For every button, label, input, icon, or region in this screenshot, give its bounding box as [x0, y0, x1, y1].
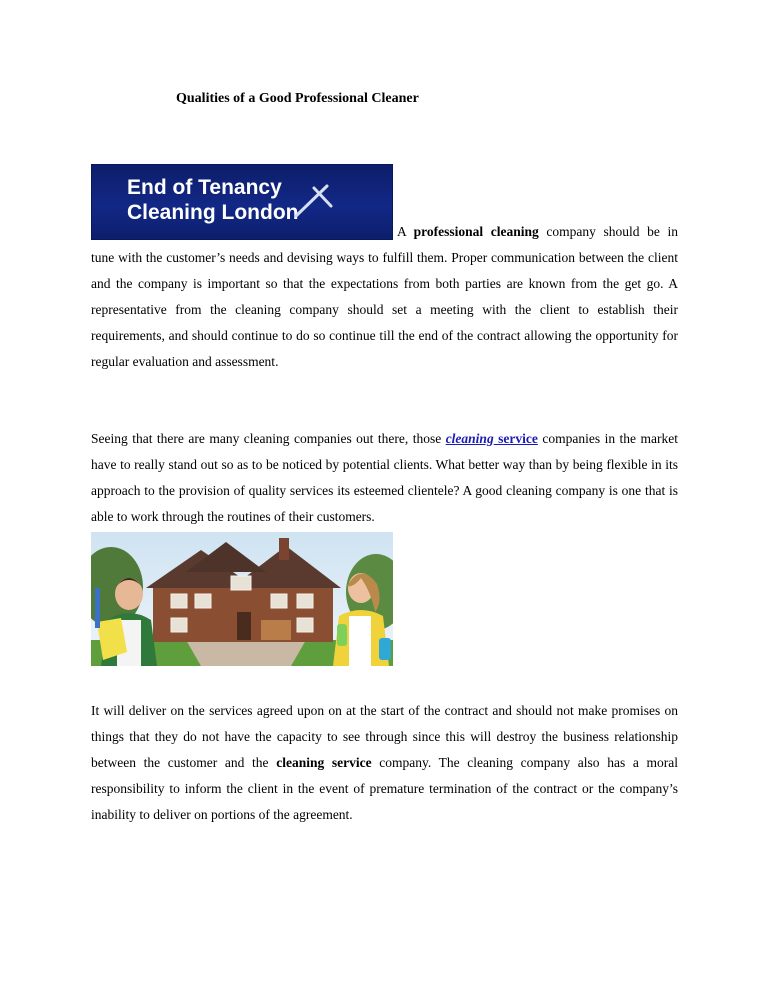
logo-line-2: Cleaning London [127, 201, 299, 224]
company-logo-wrapper [91, 160, 393, 236]
paragraph-1: End of Tenancy Cleaning London A professional cleaning company should be in tune with the customer’s needs and devising ways to fulfill them. Proper communication between the client and the company is important so that the expectations from both parties are known from the get go. A representative from the cleaning company should set a meeting with the client to establish their requirements, and should continue to do so continue till the end of the contract allowing the opportunity for regular evaluation and assessment. [91, 160, 678, 375]
house-cleaners-photo [91, 532, 393, 666]
logo-line-1: End of Tenancy [127, 176, 282, 199]
bold-term: cleaning service [276, 755, 372, 770]
page-title: Qualities of a Good Professional Cleaner [176, 91, 419, 106]
squeegee-icon [296, 186, 331, 216]
company-logo [91, 164, 393, 240]
paragraph-3: It will deliver on the services agreed upon on at the start of the contract and should not make promises on things that they do not have the capacity to see through since this will destroy the business relationship between the customer and the cleaning service company. The cleaning company also has a moral responsibility to inform the client in the event of premature termination of the contract or the company’s inability to deliver on portions of the agreement. [91, 703, 678, 822]
cleaning-service-link[interactable]: cleaning service [445, 431, 538, 446]
paragraph-2: Seeing that there are many cleaning companies out there, those cleaning service companies in the market have to really stand out so as to be noticed by potential clients. What better way than by being flexible in its approach to the provision of quality services its esteemed clientele? A good cleaning company is one that is able to work through the routines of their customers. [91, 431, 678, 524]
bold-term: professional cleaning [413, 224, 539, 239]
